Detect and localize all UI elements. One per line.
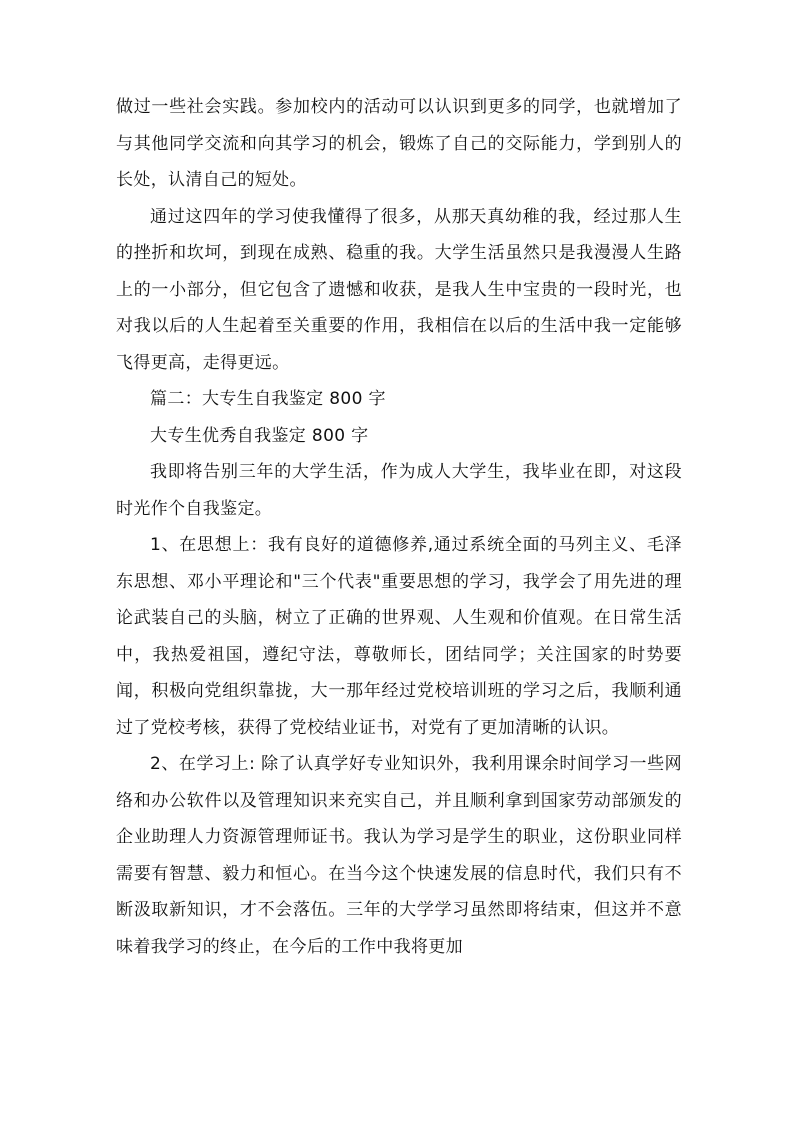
section-heading-part-two: 篇二：大专生自我鉴定 800 字 [150,389,386,409]
section-subtitle: 大专生优秀自我鉴定 800 字 [150,425,369,446]
paragraph-ideology: 1、在思想上：我有良好的道德修养,通过系统全面的马列主义、毛泽东思想、邓小平理论和"三个代表"重要思想的学习，我学会了用先进的理论武装自己的头脑，树立了正确的世界观、人生观和价值观。在日常生活中，我热爱祖国，遵纪守法，尊敬师长，团结同学；关注国家的时势要闻，积极向党组织靠拢，大一那年经过党校培训班的学习之后，我顺利通过了党校考核，获得了党校结业证书，对党有了更加清晰的认识。 [116,535,682,738]
paragraph-four-years-summary: 通过这四年的学习使我懂得了很多，从那天真幼稚的我，经过那人生的挫折和坎坷，到现在成熟、稳重的我。大学生活虽然只是我漫漫人生路上的一小部分，但它包含了遗憾和收获，是我人生中宝贵的一段时光，也对我以后的人生起着至关重要的作用，我相信在以后的生活中我一定能够飞得更高，走得更远。 [116,206,682,373]
paragraph-introduction: 我即将告别三年的大学生活，作为成人大学生，我毕业在即，对这段时光作个自我鉴定。 [116,462,682,519]
document-body [116,89,682,965]
paragraph-social-practice: 做过一些社会实践。参加校内的活动可以认识到更多的同学，也就增加了与其他同学交流和向其学习的机会，锻炼了自己的交际能力，学到别人的长处，认清自己的短处。 [116,97,682,190]
paragraph-study: 2、在学习上: 除了认真学好专业知识外，我利用课余时间学习一些网络和办公软件以及管理知识来充实自己，并且顺利拿到国家劳动部颁发的企业助理人力资源管理师证书。我认为学习是学生的职业，这份职业同样需要有智慧、毅力和恒心。在当今这个快速发展的信息时代，我们只有不断汲取新知识，才不会落伍。三年的大学学习虽然即将结束，但这并不意味着我学习的终止，在今后的工作中我将更加 [116,754,682,957]
